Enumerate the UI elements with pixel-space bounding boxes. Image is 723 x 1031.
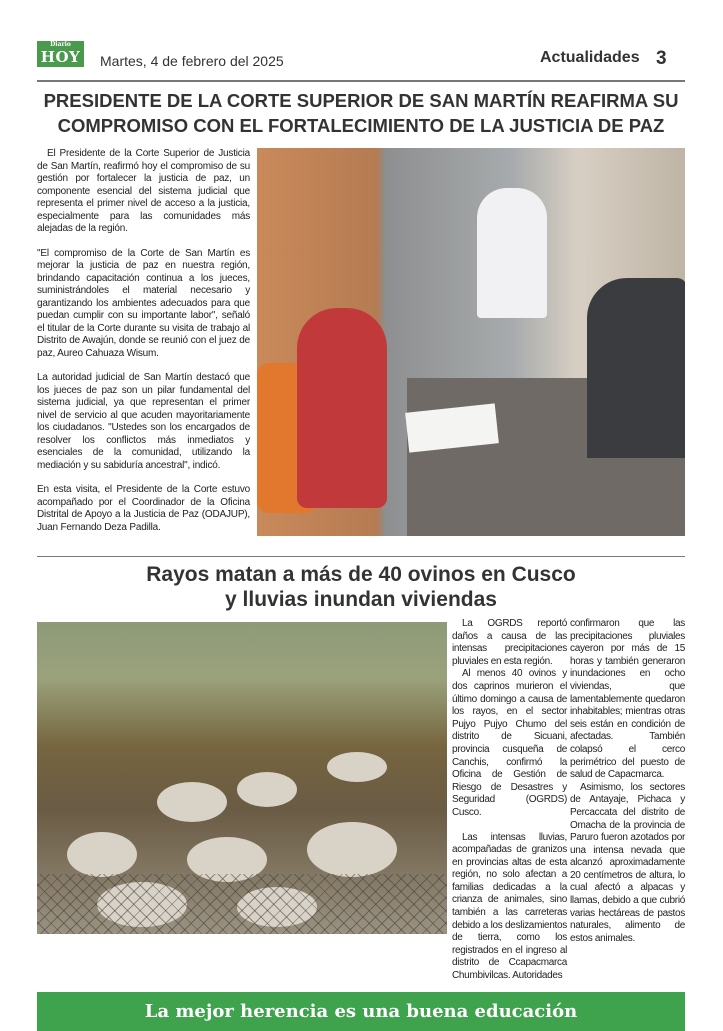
page-content — [37, 88, 685, 1031]
article2-headline — [37, 562, 685, 612]
article1-body — [37, 148, 250, 534]
paragraph: En esta visita, el Presidente de la Corte estuvo acompañado por el Coordinador de la Oficina Distrital de Apoyo a la Justicia de Paz (ODAJUP), Juan Fernando Deza Padilla. — [37, 484, 250, 533]
paragraph: Asimismo, los sectores de Antayaje, Pichaca y Percaccata del distrito de Omacha de la provincia de Paruro fueron azotados por una intensa nevada que alcanzó aproximadamente 20 centímetros de altura, lo cual afectó a alpacas y llamas, debido a que cubrió varias hectáreas de pastos naturales, alimento de estos animales. — [570, 781, 685, 944]
paragraph: Al menos 40 ovinos y dos caprinos murieron el último domingo a causa de los rayos, en el sector Pujyo Pujyo Chumo del distrito de Sicuani, provincia cusqueña de Canchis, confirmó la Oficina de Gestión de Riesgo de Desastres y Seguridad (OGRDS) Cusco. — [452, 668, 567, 818]
logo-small: Diario — [50, 41, 71, 48]
paragraph: Las intensas lluvias, acompañadas de granizos en provincias altas de esta región, no solo afectan a familias dedicadas a la crianza de animales, sino también a las carreteras debido a los deslizamientos de tierra, como los registrados en el ingreso al distrito de Ccapacmarca Chumbivilcas. Autoridades — [452, 831, 567, 982]
paragraph: La autoridad judicial de San Martín destacó que los jueces de paz son un pilar fundamental del sistema judicial, ya que representan el primer nivel de servicio al que acuden mayoritariamente los ciudadanos. "Ustedes son los encargados de resolver los conflictos más inmediatos y esenciales de la comunidad, utilizando la mediación y su sabiduría ancestral", indicó. — [37, 372, 250, 471]
headline-line: Rayos matan a más de 40 ovinos en Cusco — [146, 563, 576, 586]
article1-photo — [257, 148, 685, 536]
article-divider — [37, 556, 685, 557]
article2-column-2 — [570, 618, 685, 945]
logo-big: HOY — [40, 48, 81, 66]
paragraph: La OGRDS reportó daños a causa de las intensas precipitaciones pluviales en esta región. — [452, 618, 567, 667]
paragraph: confirmaron que las precipitaciones pluviales cayeron por más de 15 horas y también generaron inundaciones en ocho viviendas, que lamentablemente quedaron inhabitables; mientras otras seis están en condición de afectadas. También colapsó el cerco perimétrico del puesto de salud de Capacmarca. — [570, 618, 685, 781]
header-divider — [37, 80, 685, 82]
paragraph: "El compromiso de la Corte de San Martín es mejorar la justicia de paz en nuestra región, brindando capacitación continua a los jueces, suministrándoles el material necesario y garantizando los ambientes adecuados para que puedan cumplir con su importante labor", señaló el titular de la Corte durante su visita de trabajo al Distrito de Awajún, donde se reunió con el juez de paz, Aureo Cahuaza Wisum. — [37, 247, 250, 359]
footer-banner: La mejor herencia es una buena educación — [37, 992, 685, 1031]
article1 — [37, 148, 685, 536]
article2 — [37, 618, 685, 983]
logo — [37, 41, 84, 67]
article1-headline: PRESIDENTE DE LA CORTE SUPERIOR DE SAN MARTÍN REAFIRMA SU COMPROMISO CON EL FORTALECIMIENTO DE LA JUSTICIA DE PAZ — [43, 90, 679, 136]
paragraph: El Presidente de la Corte Superior de Justicia de San Martín, reafirmó hoy el compromiso de su gestión por fortalecer la justicia de paz, un componente esencial del sistema judicial que representa el primer nivel de acceso a la justicia, especialmente para las comunidades más alejadas de la región. — [37, 148, 250, 234]
article2-column-1 — [452, 618, 567, 983]
section-title: Actualidades — [540, 49, 640, 66]
headline-line: y lluvias inundan viviendas — [225, 588, 497, 611]
issue-date: Martes, 4 de febrero del 2025 — [100, 53, 284, 69]
page-number: 3 — [656, 48, 667, 69]
article2-photo — [37, 622, 447, 934]
